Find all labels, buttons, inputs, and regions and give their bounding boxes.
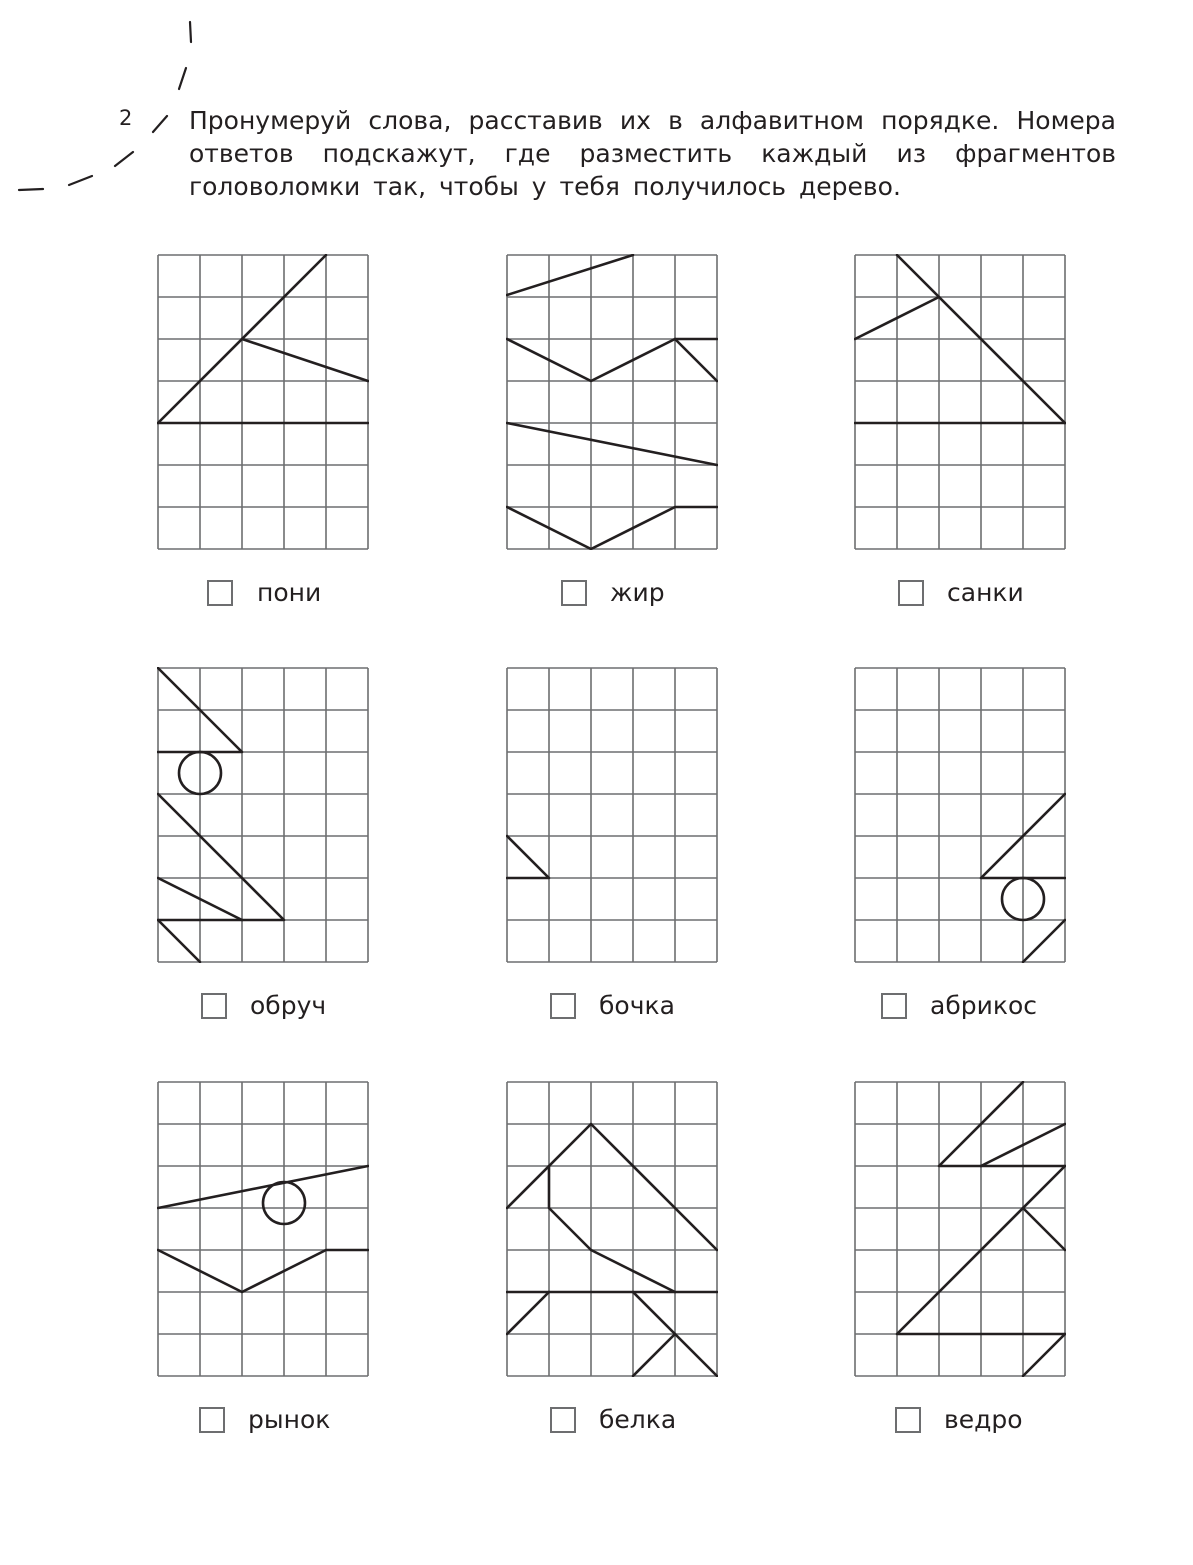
answer-row	[854, 580, 1066, 612]
fragment-stroke	[507, 507, 717, 549]
decorative-dashed-arc	[0, 0, 220, 200]
puzzle-card-zhir	[506, 254, 718, 607]
fragment-lines	[158, 668, 284, 962]
word-label: пони	[257, 578, 322, 607]
answer-checkbox[interactable]	[561, 580, 587, 606]
fragment-stroke	[633, 1334, 675, 1376]
puzzle-fragment-grid	[506, 1081, 718, 1377]
answer-checkbox[interactable]	[550, 993, 576, 1019]
word-label: жир	[610, 578, 665, 607]
answer-checkbox[interactable]	[881, 993, 907, 1019]
puzzle-card-abrikos	[854, 667, 1066, 1020]
puzzle-card-poni	[157, 254, 369, 607]
answer-checkbox[interactable]	[199, 1407, 225, 1433]
puzzle-fragment-grid	[854, 254, 1066, 550]
word-label: обруч	[250, 991, 327, 1020]
word-label: белка	[599, 1405, 677, 1434]
task-instruction	[189, 104, 1116, 203]
answer-row	[506, 1407, 718, 1439]
word-label: ведро	[944, 1405, 1023, 1434]
fragment-lines	[158, 1166, 368, 1292]
puzzle-card-obruch	[157, 667, 369, 1020]
answer-checkbox[interactable]	[550, 1407, 576, 1433]
fragment-stroke	[242, 339, 368, 381]
answer-checkbox[interactable]	[207, 580, 233, 606]
answer-row	[506, 580, 718, 612]
puzzle-card-vedro	[854, 1081, 1066, 1434]
puzzle-fragment-grid	[157, 1081, 369, 1377]
answer-checkbox[interactable]	[201, 993, 227, 1019]
fragment-stroke	[1023, 920, 1065, 962]
answer-row	[157, 580, 369, 612]
answer-row	[157, 993, 369, 1025]
word-label: бочка	[599, 991, 675, 1020]
puzzle-fragment-grid	[854, 667, 1066, 963]
word-label: абрикос	[930, 991, 1037, 1020]
puzzle-card-rynok	[157, 1081, 369, 1434]
puzzle-fragment-grid	[506, 667, 718, 963]
puzzle-card-belka	[506, 1081, 718, 1434]
fragment-stroke	[158, 794, 284, 920]
fragment-stroke	[507, 255, 633, 295]
puzzle-fragment-grid	[157, 254, 369, 550]
task-number: 2	[119, 106, 133, 130]
fragment-stroke	[1023, 1334, 1065, 1376]
fragment-stroke	[507, 339, 717, 381]
instruction-line: ответов подскажут, где разместить каждый из фрагментов	[189, 139, 1116, 168]
fragment-stroke	[158, 1250, 368, 1292]
fragment-stroke	[1023, 1208, 1065, 1250]
puzzle-card-sanki	[854, 254, 1066, 607]
puzzle-fragment-grid	[506, 254, 718, 550]
answer-row	[854, 1407, 1066, 1439]
fragment-lines	[507, 255, 717, 549]
word-label: рынок	[248, 1405, 331, 1434]
answer-row	[157, 1407, 369, 1439]
fragment-stroke	[507, 836, 549, 878]
puzzle-fragment-grid	[854, 1081, 1066, 1377]
fragment-stroke	[507, 1124, 717, 1250]
fragment-stroke	[675, 339, 717, 381]
fragment-stroke	[507, 1292, 549, 1334]
fragment-stroke	[158, 920, 200, 962]
fragment-lines	[507, 836, 549, 878]
puzzle-card-bochka	[506, 667, 718, 1020]
answer-checkbox[interactable]	[898, 580, 924, 606]
answer-row	[506, 993, 718, 1025]
word-label: санки	[947, 578, 1024, 607]
instruction-line: головоломки так, чтобы у тебя получилось дерево.	[189, 172, 901, 201]
fragment-stroke	[549, 1166, 675, 1292]
puzzle-fragment-grid	[157, 667, 369, 963]
instruction-line: Пронумеруй слова, расставив их в алфавитном порядке. Номера	[189, 106, 1116, 135]
fragment-stroke	[507, 423, 717, 465]
answer-checkbox[interactable]	[895, 1407, 921, 1433]
answer-row	[854, 993, 1066, 1025]
